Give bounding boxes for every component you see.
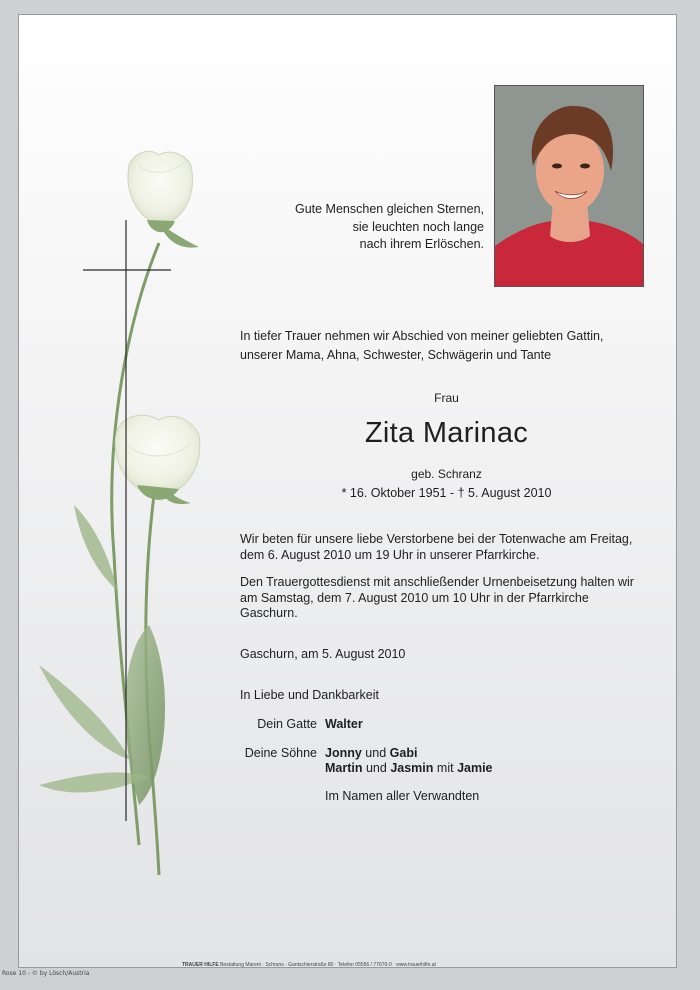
partner-name: Jasmin <box>390 761 434 775</box>
wake-paragraph <box>240 532 660 563</box>
service-line: am Samstag, dem 7. August 2010 um 10 Uhr in der Pfarrkirche <box>240 590 589 605</box>
service-line: Den Trauergottesdienst mit anschließender Urnenbeisetzung halten wir <box>240 575 634 589</box>
intro-line: unserer Mama, Ahna, Schwester, Schwägerin und Tante <box>240 348 552 362</box>
son-row-1 <box>325 746 417 760</box>
salutation: Frau <box>434 391 459 405</box>
husband-name <box>325 717 363 731</box>
wake-line: dem 6. August 2010 um 19 Uhr in unserer Pfarrkirche. <box>240 547 540 562</box>
rose-bloom-lower <box>115 415 200 500</box>
husband-label: Dein Gatte <box>257 717 317 731</box>
relatives-line: Im Namen aller Verwandten <box>325 789 480 803</box>
life-dates: * 16. Oktober 1951 - † 5. August 2010 <box>341 486 552 500</box>
rose-bud-top <box>128 151 192 232</box>
intro-text <box>240 327 660 365</box>
conjunction: und <box>365 746 387 760</box>
intro-line: In tiefer Trauer nehmen wir Abschied von meiner geliebten Gattin, <box>240 329 604 343</box>
conjunction: mit <box>436 761 454 775</box>
service-line: Gaschurn. <box>240 606 298 620</box>
design-credit: Rose 10 - © by Lösch/Austria <box>2 970 90 977</box>
sons-label: Deine Söhne <box>244 746 317 760</box>
quote-line: sie leuchten noch lange <box>352 219 484 234</box>
maiden-name: geb. Schranz <box>411 467 482 481</box>
quote-line: Gute Menschen gleichen Sternen, <box>294 202 484 216</box>
husband-name-text: Walter <box>325 717 363 731</box>
partner-name: Gabi <box>389 746 418 760</box>
footer-info <box>182 962 436 968</box>
conjunction: und <box>365 761 387 775</box>
place-date: Gaschurn, am 5. August 2010 <box>240 647 406 661</box>
footer-contact: Bestattung Marent · Schruns · Gantschierstraße 80 · Telefon 05556 / 77670-0 · www.trauerhilfe.at <box>220 962 436 968</box>
leaf <box>39 665 131 760</box>
wake-line: Wir beten für unsere liebe Verstorbene bei der Totenwache am Freitag, <box>240 532 633 546</box>
son-row-2 <box>325 761 493 775</box>
deceased-name: Zita Marinac <box>364 417 529 449</box>
quote-line: nach ihrem Erlöschen. <box>359 237 484 251</box>
memorial-quote <box>251 201 484 254</box>
mourners-heading: In Liebe und Dankbarkeit <box>240 688 379 702</box>
obituary-sheet <box>18 14 677 968</box>
service-paragraph <box>240 575 660 622</box>
son-name: Jonny <box>325 746 362 760</box>
grandchild-name: Jamie <box>457 761 493 775</box>
son-name: Martin <box>325 761 363 775</box>
footer-brand: TRAUER HILFE <box>182 962 219 968</box>
portrait-photo <box>494 85 644 287</box>
